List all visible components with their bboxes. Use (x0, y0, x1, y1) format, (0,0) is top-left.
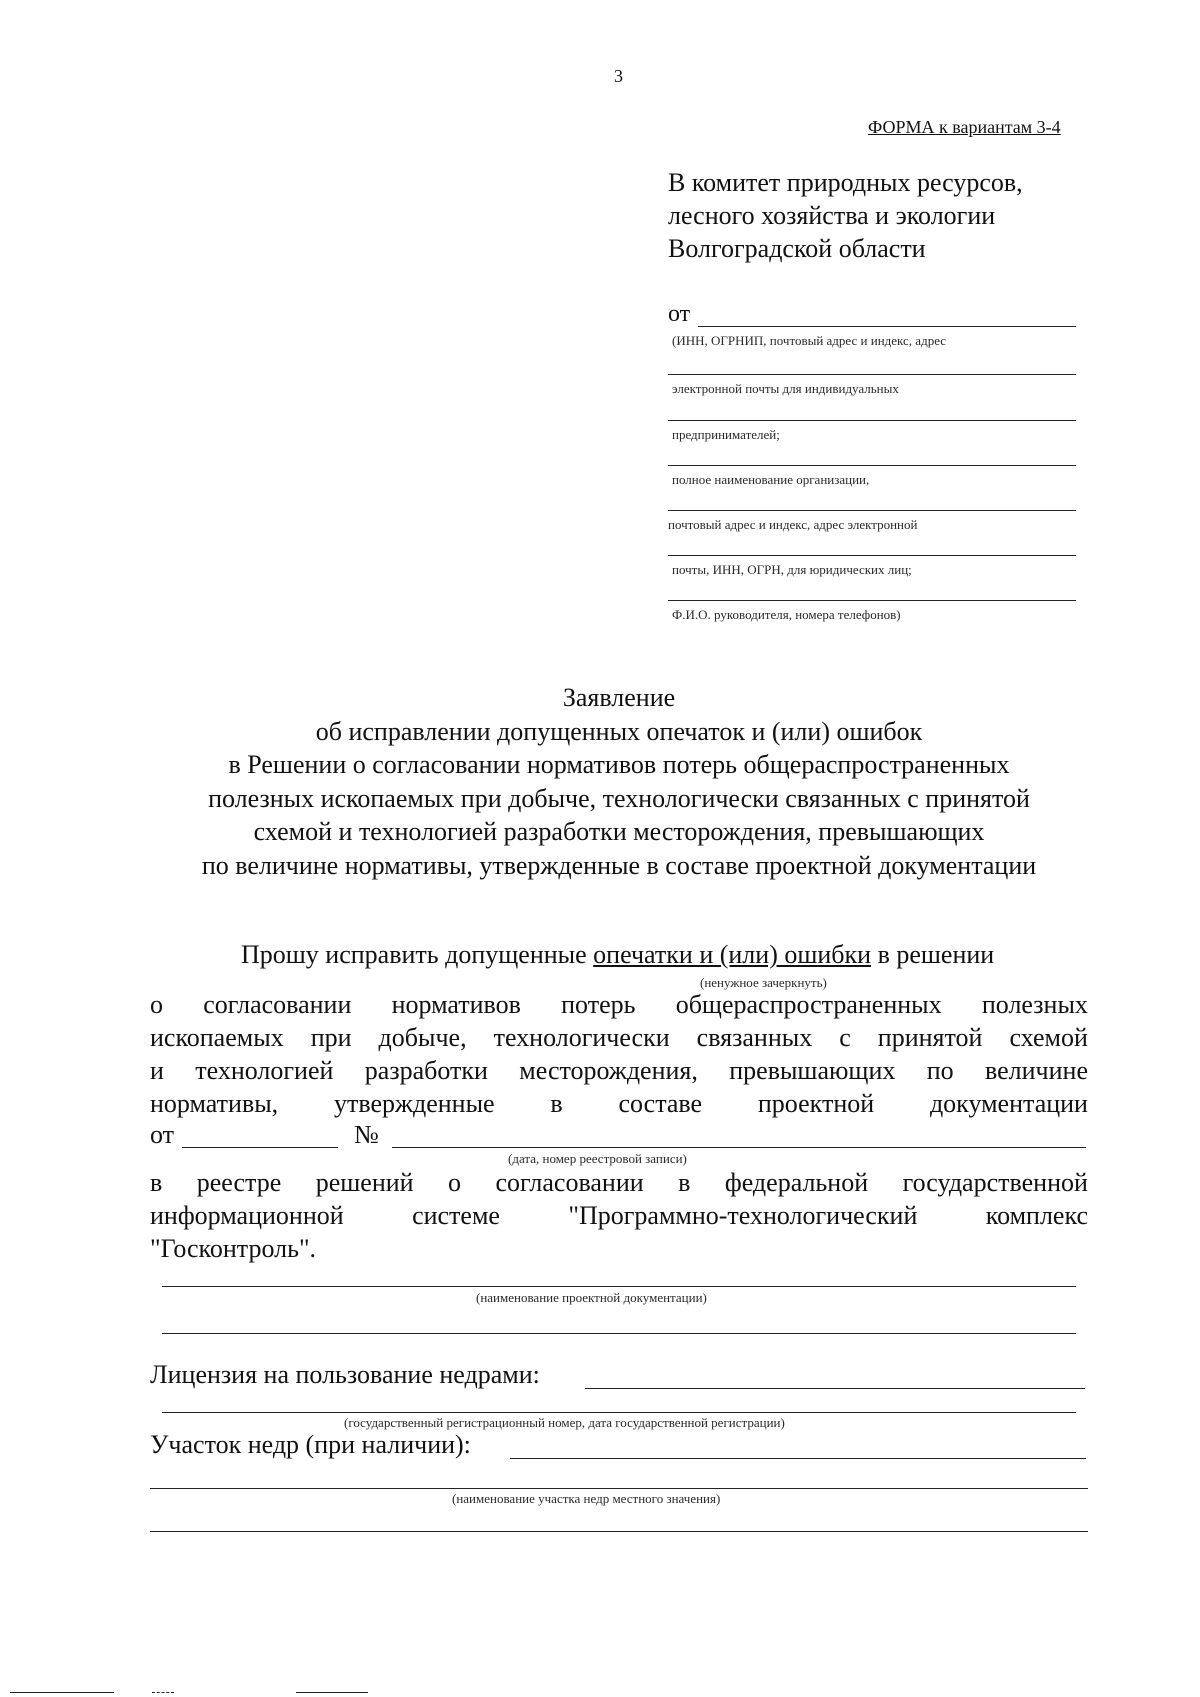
decision-number-label: № (354, 1120, 379, 1149)
word: ископаемых (150, 1023, 284, 1052)
word: проектной (757, 1089, 875, 1118)
form-label: ФОРМА к вариантам 3-4 (868, 117, 1061, 137)
word: технологией (195, 1056, 334, 1085)
word: схемой (1009, 1023, 1088, 1052)
word: по (926, 1056, 954, 1085)
word: разработки (364, 1056, 488, 1085)
license-field[interactable] (585, 1388, 1085, 1389)
title-line: об исправлении допущенных опечаток и (или) ошибок (315, 716, 923, 746)
from-hint: электронной почты для индивидуальных (672, 381, 899, 396)
body-line-3 (150, 1023, 1088, 1053)
body-line-4 (150, 1056, 1088, 1086)
project-doc-field[interactable] (162, 1286, 1076, 1287)
word: с (839, 1023, 851, 1052)
word: федеральной (724, 1168, 869, 1197)
from-field-line[interactable] (668, 555, 1076, 556)
from-hint: почты, ИНН, ОГРН, для юридических лиц; (672, 562, 912, 577)
word: в (678, 1168, 691, 1197)
from-hint: Ф.И.О. руководителя, номера телефонов) (672, 607, 901, 622)
word: о (150, 990, 163, 1019)
word: решений (315, 1168, 414, 1197)
addressee-line: Волгоградской области (668, 234, 926, 263)
decision-date-label: от (150, 1120, 175, 1149)
word: величине (985, 1056, 1088, 1085)
word: принятой (877, 1023, 983, 1052)
word: реестре (196, 1168, 282, 1197)
title-line: Заявление (562, 683, 676, 712)
word: потерь (561, 990, 636, 1019)
plot-field[interactable] (150, 1531, 1088, 1532)
word: составе (618, 1089, 703, 1118)
word: общераспространенных (675, 990, 942, 1019)
from-field-line[interactable] (668, 465, 1076, 466)
date-hint: (дата, номер реестровой записи) (508, 1151, 687, 1166)
from-hint: предпринимателей; (672, 427, 780, 442)
body-line-9: "Госконтроль". (150, 1234, 317, 1263)
from-label: от (668, 301, 691, 327)
decision-number-field[interactable] (392, 1147, 1086, 1148)
word: добыче, (378, 1023, 467, 1052)
plot-label: Участок недр (при наличии): (150, 1430, 471, 1459)
word: нормативов (391, 990, 521, 1019)
title-line: в Решении о согласовании нормативов потерь общераспространенных (228, 750, 1010, 779)
project-doc-field[interactable] (162, 1333, 1076, 1334)
decision-date-field[interactable] (182, 1147, 338, 1148)
body-line-8 (150, 1201, 1088, 1231)
body-line-5 (150, 1089, 1088, 1119)
word: в (150, 1168, 163, 1197)
plot-field[interactable] (150, 1488, 1088, 1489)
title-line: полезных ископаемых при добыче, технологически связанных с принятой (208, 783, 1030, 813)
word: в (550, 1089, 563, 1118)
word: месторождения, (519, 1056, 698, 1085)
word: и (150, 1056, 164, 1085)
from-field-line[interactable] (668, 510, 1076, 511)
body-line-2 (150, 990, 1088, 1020)
addressee-line: лесного хозяйства и экологии (668, 201, 996, 230)
scan-artifact (296, 1692, 368, 1693)
word: информационной (150, 1201, 344, 1230)
title-line: по величине нормативы, утвержденные в составе проектной документации (201, 850, 1037, 880)
word: согласовании (203, 990, 352, 1019)
addressee-line: В комитет природных ресурсов, (668, 168, 1023, 197)
license-hint: (государственный регистрационный номер, дата государственной регистрации) (344, 1415, 785, 1430)
project-doc-hint: (наименование проектной документации) (476, 1290, 707, 1305)
word: согласовании (495, 1168, 644, 1197)
word: нормативы, (150, 1089, 279, 1118)
word: связанных (696, 1023, 813, 1052)
from-hint: полное наименование организации, (672, 472, 870, 487)
body-line-7 (150, 1168, 1088, 1198)
request-first-line (241, 940, 994, 970)
from-field-line[interactable] (668, 374, 1076, 375)
strike-hint: (ненужное зачеркнуть) (700, 975, 827, 990)
plot-hint: (наименование участка недр местного значения) (452, 1491, 721, 1506)
license-label: Лицензия на пользование недрами: (150, 1360, 540, 1389)
from-field-line[interactable] (698, 326, 1076, 327)
word: утвержденные (333, 1089, 495, 1118)
word: комплекс (985, 1201, 1088, 1230)
word: системе (412, 1201, 500, 1230)
word: "Программно-технологический (568, 1201, 918, 1230)
word: технологически (493, 1023, 670, 1052)
license-field[interactable] (162, 1412, 1076, 1413)
title-line: схемой и технологией разработки месторождения, превышающих (253, 817, 985, 846)
from-hint: почтовый адрес и индекс, адрес электронной (668, 517, 918, 532)
request-text: Прошу исправить допущенные (241, 940, 594, 969)
from-hint: (ИНН, ОГРНИП, почтовый адрес и индекс, адрес (672, 333, 947, 348)
word: превышающих (729, 1056, 896, 1085)
document-title (150, 681, 1088, 882)
from-field-line[interactable] (668, 600, 1076, 601)
scan-artifact (152, 1692, 174, 1693)
correction-options[interactable]: опечатки и (или) ошибки (593, 940, 872, 969)
word: документации (929, 1089, 1088, 1118)
from-field-line[interactable] (668, 420, 1076, 421)
word: полезных (981, 990, 1088, 1019)
request-text: в решении (871, 940, 995, 969)
word: государственной (902, 1168, 1088, 1197)
scan-artifact (10, 1692, 114, 1693)
plot-field[interactable] (510, 1458, 1086, 1459)
word: при (310, 1023, 352, 1052)
page-number: 3 (614, 66, 623, 86)
word: о (448, 1168, 462, 1197)
